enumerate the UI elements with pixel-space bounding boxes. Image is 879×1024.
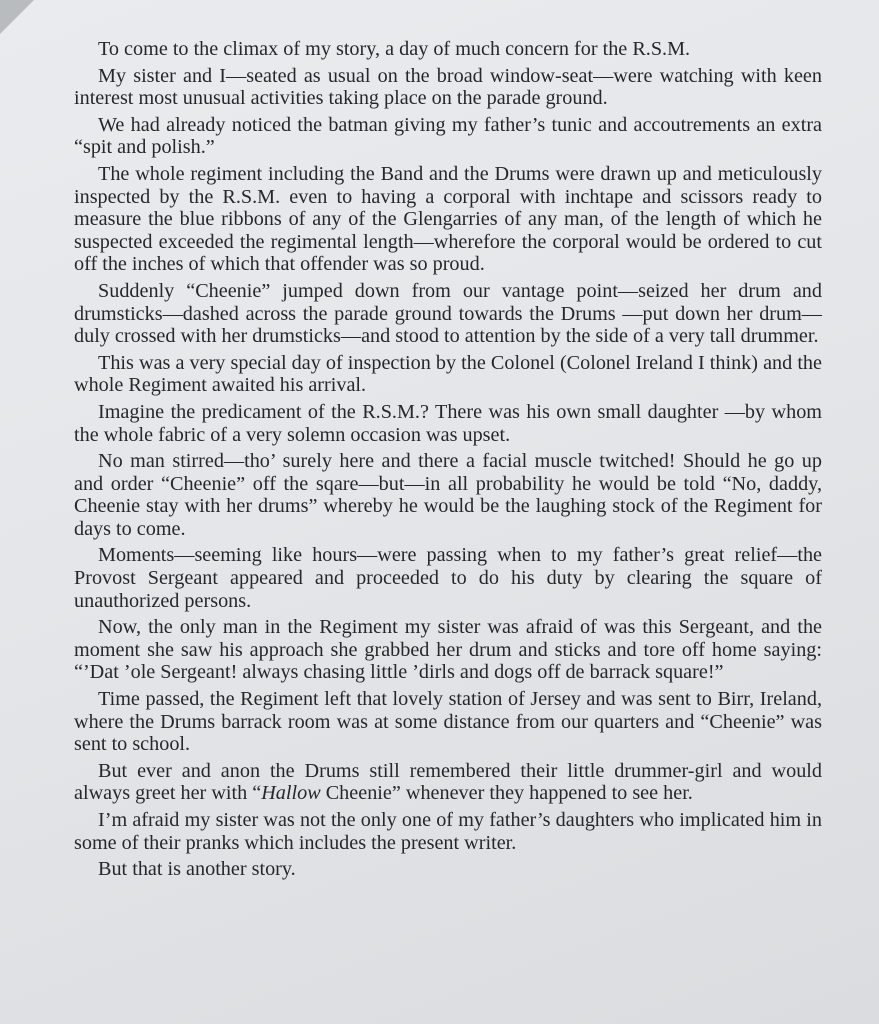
paragraph-provost-sergeant: Moments—seeming like hours—were passing when to my father’s great relief—the Provost Sergeant appeared and proceeded to do his duty by clearing the square of unauthorized persons. — [74, 544, 822, 612]
paragraph-birr-ireland: Time passed, the Regiment left that lovely station of Jersey and was sent to Birr, Ireland, where the Drums barrack room was at some distance from our quarters and “Cheenie” was sent to school. — [74, 688, 822, 756]
paragraph-another-story: But that is another story. — [98, 858, 296, 881]
paragraph-pranks: I’m afraid my sister was not the only one of my father’s daughters who implicated him in some of their pranks which includes the present writer. — [74, 809, 822, 854]
story-text — [74, 38, 822, 885]
paragraph-inspection: The whole regiment including the Band and the Drums were drawn up and meticulously inspected by the R.S.M. even to having a corporal with inchtape and scissors ready to measure the blue ribbons of any of the Glengarries of any man, of the length of which he suspected exceeded the regimental length—wherefore the corporal would be ordered to cut off the inches of which that offender was so proud. — [74, 162, 822, 276]
paragraph-cheenie-drum: Suddenly “Cheenie” jumped down from our vantage point—seized her drum and drumsticks—dashed across the parade ground towards the Drums —put down her drum—duly crossed with her drumsticks—and stood to attention by the side of a very tall drummer. — [74, 279, 822, 348]
paragraph-window-seat: My sister and I—seated as usual on the broad window-seat—were watching with keen interest most unusual activities taking place on the parade ground. — [74, 64, 822, 110]
page-corner-shadow — [0, 0, 34, 34]
paragraph-climax: To come to the climax of my story, a day of much concern for the R.S.M. — [98, 38, 691, 60]
hallow-italic-word: Hallow — [261, 782, 321, 805]
paragraph-afraid-sergeant: Now, the only man in the Regiment my sister was afraid of was this Sergeant, and the moment she saw his approach she grabbed her drum and sticks and tore off home saying: “’Dat ’ole Sergeant! always chasing little ’dirls and dogs off de barrack square!” — [74, 616, 822, 684]
paragraph-no-man-stirred: No man stirred—tho’ surely here and there a facial muscle twitched! Should he go up and order “Cheenie” off the sqare—but—in all probability he would be told “No, daddy, Cheenie stay with her drums” whereby he would be the laughing stock of the Regiment for days to come. — [74, 450, 822, 540]
hallow-text-before: But ever and anon the Drums still remembered their little drummer-girl and would always greet her with “ — [74, 759, 822, 805]
hallow-text-after: Cheenie” whenever they happened to see her. — [320, 782, 693, 805]
paragraph-predicament: Imagine the predicament of the R.S.M.? There was his own small daughter —by whom the whole fabric of a very solemn occasion was upset. — [74, 400, 822, 446]
paragraph-batman: We had already noticed the batman giving my father’s tunic and accoutrements an extra “spit and polish.” — [74, 113, 822, 159]
paragraph-hallow-cheenie — [74, 760, 822, 805]
paragraph-colonel: This was a very special day of inspection by the Colonel (Colonel Ireland I think) and the whole Regiment awaited his arrival. — [74, 351, 822, 397]
